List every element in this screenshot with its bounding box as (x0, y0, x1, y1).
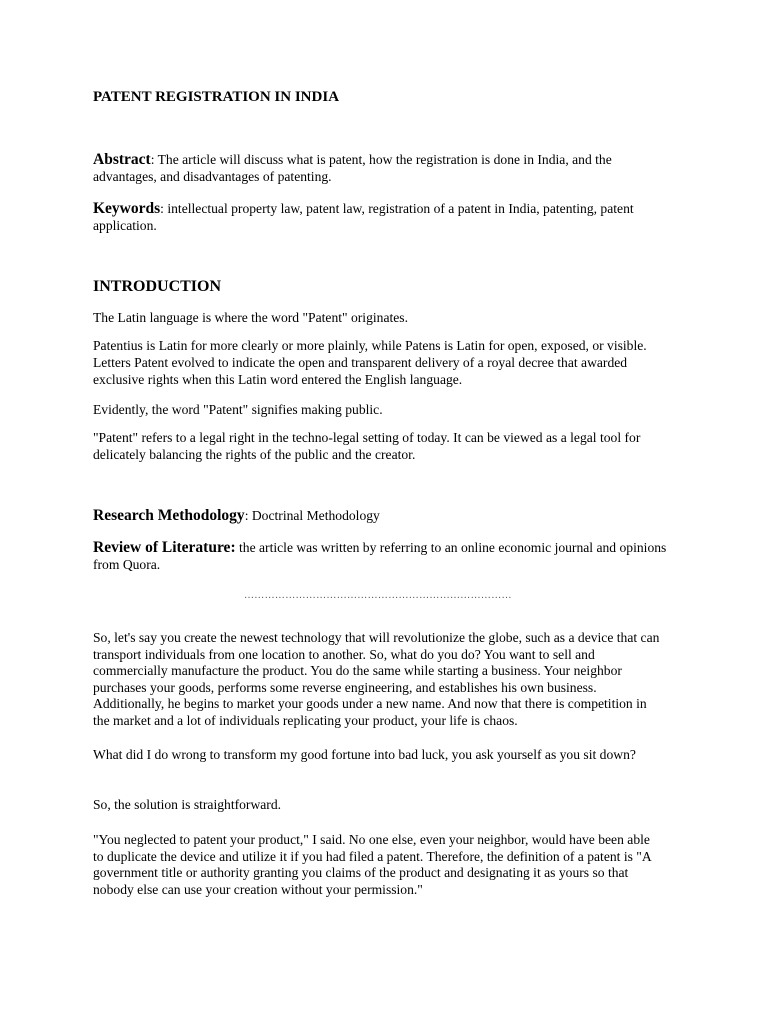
body-paragraph: So, let's say you create the newest technology that will revolutionize the globe, such as a device that can transport individuals from one location to another. So, what do you do? You want to sell and commercially manufacture the product. You do the same while starting a business. Your neighbor purchases your goods, performs some reverse engineering, and establishes his own business. Additionally, he begins to market your goods under a new name. And now that there is competition in the market and a lot of individuals replicating your product, your life is chaos. (93, 630, 660, 728)
keywords-text: : intellectual property law, patent law, registration of a patent in India, patenting, patent application. (93, 201, 634, 233)
body-paragraph: So, the solution is straightforward. (93, 797, 282, 812)
intro-paragraph: The Latin language is where the word "Patent" originates. (93, 310, 408, 325)
introduction-heading: INTRODUCTION (93, 278, 222, 295)
review-of-literature-label: Review of Literature: (93, 539, 236, 556)
abstract (93, 151, 678, 185)
research-methodology (93, 507, 678, 524)
body-paragraph: What did I do wrong to transform my good fortune into bad luck, you ask yourself as you sit down? (93, 747, 636, 762)
keywords (93, 200, 678, 234)
abstract-label: Abstract (93, 151, 151, 168)
keywords-label: Keywords (93, 200, 161, 217)
research-methodology-label: Research Methodology (93, 507, 245, 524)
research-methodology-text: : Doctrinal Methodology (244, 508, 380, 523)
review-of-literature (93, 539, 678, 573)
intro-paragraph: Patentius is Latin for more clearly or more plainly, while Patens is Latin for open, exposed, or visible. Letters Patent evolved to indicate the open and transparent delivery of a royal decree that awarded exclusive rights when this Latin word entered the English language. (93, 338, 647, 387)
intro-paragraph: Evidently, the word "Patent" signifies making public. (93, 402, 383, 417)
dotted-separator: …………………………………………………………………… (244, 590, 512, 601)
intro-paragraph: "Patent" refers to a legal right in the techno-legal setting of today. It can be viewed as a legal tool for delicately balancing the rights of the public and the creator. (93, 430, 641, 462)
review-of-literature-text: the article was written by referring to an online economic journal and opinions from Quora. (93, 540, 667, 572)
abstract-text: : The article will discuss what is patent, how the registration is done in India, and the advantages, and disadvantages of patenting. (93, 152, 612, 184)
body-paragraph: "You neglected to patent your product," I said. No one else, even your neighbor, would have been able to duplicate the device and utilize it if you had filed a patent. Therefore, the definition of a patent is "A government title or authority granting you claims of the product and designating it as yours so that nobody else can use your creation without your permission." (93, 832, 651, 897)
document-title: PATENT REGISTRATION IN INDIA (93, 89, 340, 105)
